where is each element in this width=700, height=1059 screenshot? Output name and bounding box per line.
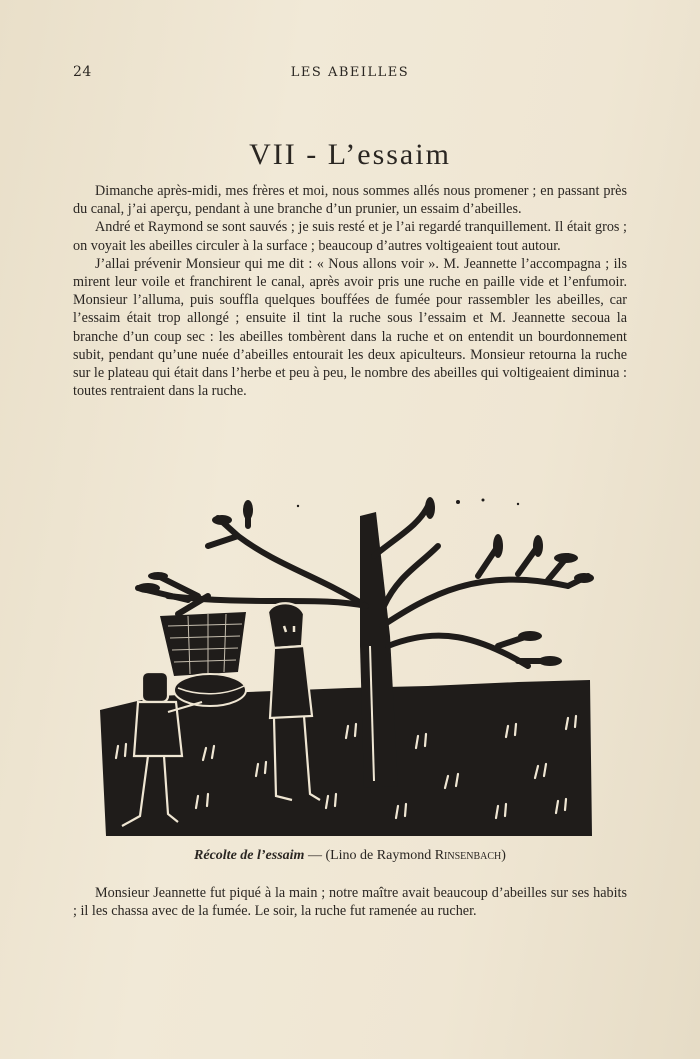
caption-credit-suffix: ) [501, 848, 506, 863]
caption-title: Récolte de l’essaim [194, 848, 305, 863]
caption-credit-name: Rinsenbach [434, 848, 502, 863]
paragraph: Dimanche après-midi, mes frères et moi, nous sommes allés nous promener ; en passant près du canal, j’ai aperçu, pendant à une branche d’un prunier, un essaim d’abeilles. [73, 183, 627, 218]
body-text-bottom [73, 884, 627, 920]
running-title: LES ABEILLES [290, 65, 410, 80]
linocut-illustration [98, 496, 594, 840]
page-number: 24 [73, 64, 92, 80]
caption-credit-prefix: (Lino de Raymond [325, 848, 435, 863]
paragraph: J’allai prévenir Monsieur qui me dit : « Nous allons voir ». M. Jeannette l’accompagna ; ils mirent leur voile et franchirent le canal, après avoir pris une ruche en paille vide et l’enfumoir. Monsieur l’alluma, puis souffla quelques bouffées de fumée pour rassembler les abeilles, car l’essaim était trop allongé ; ensuite il tint la ruche sous l’essaim et M. Jeannette secoua la branche d’un coup sec : les abeilles tombèrent dans la ruche et on entendit un bourdonnement subit, pendant qu’une nuée d’abeilles entourait les deux apiculteurs. Monsieur retourna la ruche sur le plateau qui était dans l’herbe et peu à peu, le nombre des abeilles qui voltigeaient diminua : toutes rentraient dans la ruche. [73, 255, 627, 400]
paragraph: Monsieur Jeannette fut piqué à la main ; notre maître avait beaucoup d’abeilles sur ses habits ; il les chassa avec de la fumée. Le soir, la ruche fut ramenée au rucher. [73, 885, 627, 920]
chapter-title: VII - L’essaim [249, 138, 451, 172]
paragraph: André et Raymond se sont sauvés ; je suis resté et je l’ai regardé tranquillement. Il était gros ; on voyait les abeilles circuler à la surface ; beaucoup d’autres voltigeaient tout autour. [73, 219, 627, 254]
swarm-basket [160, 612, 246, 676]
specks [297, 499, 519, 508]
body-text-top [73, 182, 627, 400]
figure-caption [0, 848, 700, 864]
caption-dash: — [304, 848, 326, 863]
